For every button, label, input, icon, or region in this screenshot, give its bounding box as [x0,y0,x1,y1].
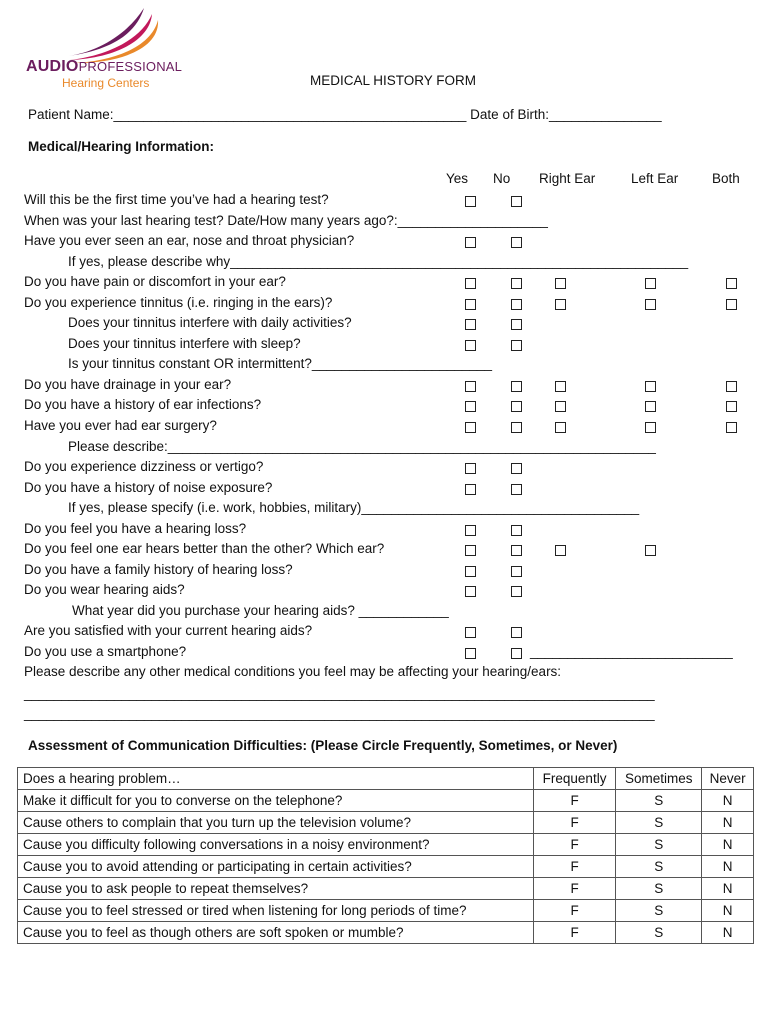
checkbox-yes[interactable] [465,586,476,597]
other-conditions-line-2[interactable]: ____________________________________________________________________________________ [24,706,655,721]
checkbox-yes[interactable] [465,278,476,289]
col-left-ear: Left Ear [631,171,679,186]
header-never: Never [702,768,754,790]
checkbox-yes[interactable] [465,381,476,392]
checkbox-yes[interactable] [465,299,476,310]
question-last-hearing-test[interactable]: When was your last hearing test? Date/How many years ago?:____________________ [24,213,548,228]
question-ent-physician: Have you ever seen an ear, nose and throat physician? [24,233,355,248]
checkbox-no[interactable] [511,381,522,392]
logo-subtitle: Hearing Centers [62,76,150,90]
checkbox-no[interactable] [511,484,522,495]
checkbox-left-ear[interactable] [645,545,656,556]
row-question: Cause others to complain that you turn up the television volume? [18,812,534,834]
question-tinnitus: Do you experience tinnitus (i.e. ringing in the ears)? [24,295,333,310]
option-never[interactable]: N [702,790,754,812]
checkbox-no[interactable] [511,627,522,638]
table-row [18,900,754,922]
option-never[interactable]: N [702,878,754,900]
checkbox-both[interactable] [726,299,737,310]
table-row [18,812,754,834]
question-tinnitus-sleep: Does your tinnitus interfere with sleep? [68,336,301,351]
header-frequently: Frequently [534,768,616,790]
question-tinnitus-constant[interactable]: Is your tinnitus constant OR intermittent?________________________ [68,356,493,371]
question-family-history: Do you have a family history of hearing loss? [24,562,293,577]
checkbox-no[interactable] [511,278,522,289]
checkbox-yes[interactable] [465,648,476,659]
col-right-ear: Right Ear [539,171,596,186]
checkbox-yes[interactable] [465,545,476,556]
question-surgery-describe[interactable]: Please describe:_________________________________________________________________ [68,439,656,454]
section-assessment-title: Assessment of Communication Difficulties: (Please Circle Frequently, Sometimes, or Never) [28,738,618,753]
option-frequently[interactable]: F [534,900,616,922]
checkbox-no[interactable] [511,340,522,351]
option-sometimes[interactable]: S [616,900,702,922]
option-frequently[interactable]: F [534,922,616,944]
checkbox-no[interactable] [511,299,522,310]
option-sometimes[interactable]: S [616,812,702,834]
question-noise-exposure: Do you have a history of noise exposure? [24,480,273,495]
checkbox-yes[interactable] [465,627,476,638]
checkbox-no[interactable] [511,196,522,207]
col-no: No [493,171,511,186]
question-aids-satisfied: Are you satisfied with your current hearing aids? [24,623,313,638]
option-frequently[interactable]: F [534,834,616,856]
checkbox-right-ear[interactable] [555,545,566,556]
row-question: Cause you difficulty following conversations in a noisy environment? [18,834,534,856]
smartphone-blank[interactable]: ___________________________ [530,644,733,659]
patient-name-dob-line[interactable]: Patient Name:_______________________________________________ Date of Birth:_______________ [28,107,662,122]
question-aids-year[interactable]: What year did you purchase your hearing aids? ____________ [72,603,449,618]
checkbox-right-ear[interactable] [555,422,566,433]
logo-brand-bold: AUDIO [26,58,79,75]
checkbox-yes[interactable] [465,566,476,577]
question-one-ear-better: Do you feel one ear hears better than the other? Which ear? [24,541,385,556]
question-ear-pain: Do you have pain or discomfort in your ear? [24,274,286,289]
option-sometimes[interactable]: S [616,878,702,900]
table-header-row [18,768,754,790]
assessment-table [17,767,754,944]
row-question: Make it difficult for you to converse on the telephone? [18,790,534,812]
col-yes: Yes [446,171,469,186]
option-never[interactable]: N [702,834,754,856]
section-medical-title: Medical/Hearing Information: [28,139,215,154]
option-sometimes[interactable]: S [616,922,702,944]
checkbox-no[interactable] [511,401,522,412]
option-sometimes[interactable]: S [616,834,702,856]
checkbox-both[interactable] [726,381,737,392]
option-frequently[interactable]: F [534,790,616,812]
logo-brand [26,58,182,76]
question-ear-surgery: Have you ever had ear surgery? [24,418,217,433]
checkbox-yes[interactable] [465,340,476,351]
checkbox-yes[interactable] [465,422,476,433]
checkbox-both[interactable] [726,422,737,433]
option-never[interactable]: N [702,812,754,834]
checkbox-no[interactable] [511,319,522,330]
other-conditions-line-1[interactable]: ____________________________________________________________________________________ [24,686,655,701]
checkbox-left-ear[interactable] [645,278,656,289]
header-question: Does a hearing problem… [18,768,534,790]
row-question: Cause you to ask people to repeat themselves? [18,878,534,900]
checkbox-right-ear[interactable] [555,401,566,412]
checkbox-no[interactable] [511,463,522,474]
company-logo [26,6,196,90]
checkbox-yes[interactable] [465,463,476,474]
checkbox-no[interactable] [511,422,522,433]
checkbox-right-ear[interactable] [555,278,566,289]
question-dizziness: Do you experience dizziness or vertigo? [24,459,264,474]
option-sometimes[interactable]: S [616,790,702,812]
checkbox-no[interactable] [511,586,522,597]
row-question: Cause you to avoid attending or participating in certain activities? [18,856,534,878]
logo-brand-rest: PROFESSIONAL [78,59,183,74]
question-other-conditions: Please describe any other medical conditions you feel may be affecting your hearing/ears: [24,664,562,679]
question-noise-specify[interactable]: If yes, please specify (i.e. work, hobbies, military)_____________________________________ [68,500,640,515]
question-smartphone: Do you use a smartphone? [24,644,187,659]
question-tinnitus-daily: Does your tinnitus interfere with daily activities? [68,315,352,330]
checkbox-no[interactable] [511,545,522,556]
checkbox-left-ear[interactable] [645,299,656,310]
checkbox-right-ear[interactable] [555,299,566,310]
col-both: Both [712,171,740,186]
question-wear-hearing-aids: Do you wear hearing aids? [24,582,185,597]
checkbox-yes[interactable] [465,319,476,330]
checkbox-both[interactable] [726,278,737,289]
option-frequently[interactable]: F [534,878,616,900]
table-row [18,856,754,878]
question-hearing-loss: Do you feel you have a hearing loss? [24,521,247,536]
question-ent-describe[interactable]: If yes, please describe why_____________________________________________________________ [68,254,689,269]
checkbox-yes[interactable] [465,401,476,412]
checkbox-no[interactable] [511,648,522,659]
option-frequently[interactable]: F [534,856,616,878]
checkbox-no[interactable] [511,566,522,577]
form-title: MEDICAL HISTORY FORM [310,73,477,88]
logo-swoosh-icon [66,6,176,64]
option-frequently[interactable]: F [534,812,616,834]
table-row [18,922,754,944]
checkbox-yes[interactable] [465,484,476,495]
option-never[interactable]: N [702,922,754,944]
checkbox-left-ear[interactable] [645,422,656,433]
checkbox-yes[interactable] [465,196,476,207]
table-row [18,878,754,900]
question-drainage: Do you have drainage in your ear? [24,377,232,392]
checkbox-left-ear[interactable] [645,401,656,412]
table-row [18,790,754,812]
checkbox-yes[interactable] [465,237,476,248]
option-never[interactable]: N [702,900,754,922]
checkbox-left-ear[interactable] [645,381,656,392]
checkbox-yes[interactable] [465,525,476,536]
option-sometimes[interactable]: S [616,856,702,878]
header-sometimes: Sometimes [616,768,702,790]
row-question: Cause you to feel as though others are soft spoken or mumble? [18,922,534,944]
checkbox-no[interactable] [511,237,522,248]
table-row [18,834,754,856]
question-ear-infections: Do you have a history of ear infections? [24,397,262,412]
row-question: Cause you to feel stressed or tired when listening for long periods of time? [18,900,534,922]
question-first-hearing-test: Will this be the first time you’ve had a hearing test? [24,192,329,207]
option-never[interactable]: N [702,856,754,878]
checkbox-no[interactable] [511,525,522,536]
checkbox-both[interactable] [726,401,737,412]
checkbox-right-ear[interactable] [555,381,566,392]
